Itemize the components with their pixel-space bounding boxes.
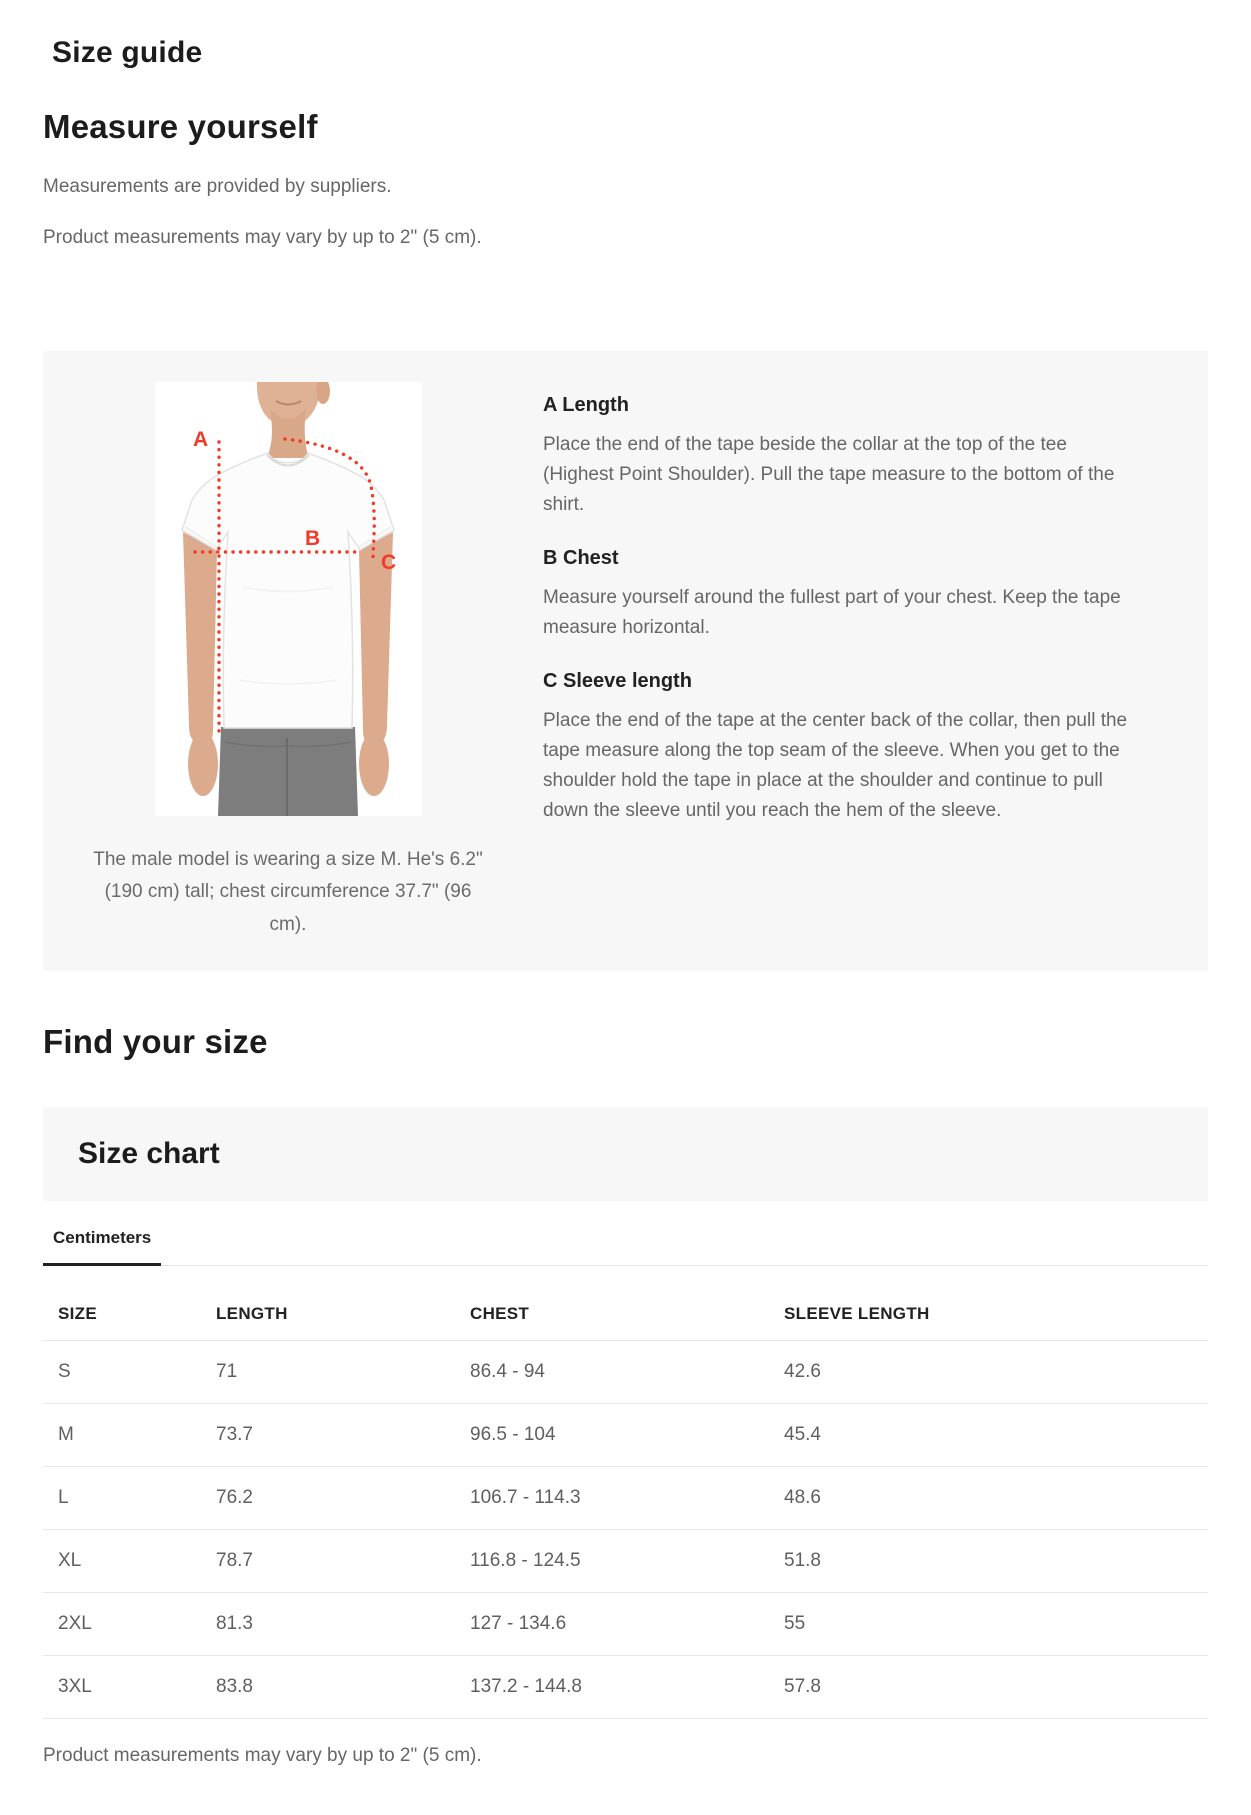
table-cell: 78.7 <box>216 1550 253 1572</box>
table-cell: 83.8 <box>216 1676 253 1698</box>
col-header-sleeve-length: SLEEVE LENGTH <box>784 1304 930 1324</box>
label-c: C <box>380 551 396 575</box>
chest-description: Measure yourself around the fullest part of your chest. Keep the tape measure horizontal. <box>543 587 1121 639</box>
table-cell: 57.8 <box>784 1676 821 1698</box>
label-a: A <box>192 428 208 452</box>
table-cell: 55 <box>784 1613 806 1635</box>
table-cell: 71 <box>216 1361 238 1383</box>
model-measurement-photo <box>155 382 422 816</box>
table-cell: M <box>58 1424 74 1446</box>
table-row <box>43 1404 1208 1467</box>
model-caption: The male model is wearing a size M. He's 6.2" (190 cm) tall; chest circumference 37.7" (96 cm). <box>93 849 483 935</box>
measurement-guide-card <box>43 351 1208 971</box>
chest-heading: B Chest <box>543 547 619 570</box>
suppliers-note: Measurements are provided by suppliers. <box>43 176 392 197</box>
sleeve-heading: C Sleeve length <box>543 670 692 693</box>
table-cell: 127 - 134.6 <box>470 1613 567 1635</box>
model-photo-column <box>88 382 488 941</box>
size-chart-header-band <box>43 1107 1208 1201</box>
table-row <box>43 1341 1208 1404</box>
measurement-instructions <box>488 382 1163 941</box>
size-chart-heading: Size chart <box>78 1137 220 1171</box>
table-row <box>43 1593 1208 1656</box>
col-header-size: SIZE <box>58 1304 97 1324</box>
page-title: Size guide <box>52 36 203 69</box>
table-row <box>43 1467 1208 1530</box>
table-header-row <box>43 1274 1208 1341</box>
table-cell: 45.4 <box>784 1424 821 1446</box>
table-cell: 3XL <box>58 1676 92 1698</box>
length-description: Place the end of the tape beside the collar at the top of the tee (Highest Point Shoulder). Pull the tape measure to the bottom of the shirt. <box>543 434 1115 516</box>
variance-note: Product measurements may vary by up to 2" (5 cm). <box>43 226 482 248</box>
sleeve-description: Place the end of the tape at the center back of the collar, then pull the tape measure along the top seam of the sleeve. When you get to the shoulder hold the tape in place at the shoulder and continue to pull down the sleeve until you reach the hem of the sleeve. <box>543 710 1128 822</box>
label-b: B <box>304 527 320 551</box>
table-cell: 51.8 <box>784 1550 821 1572</box>
table-row <box>43 1530 1208 1593</box>
table-cell: 137.2 - 144.8 <box>470 1676 582 1698</box>
col-header-chest: CHEST <box>470 1304 530 1324</box>
unit-tabs <box>43 1222 1208 1266</box>
table-cell: S <box>58 1361 71 1383</box>
col-header-length: LENGTH <box>216 1304 288 1324</box>
table-cell: 42.6 <box>784 1361 821 1383</box>
table-cell: 116.8 - 124.5 <box>470 1550 581 1572</box>
measure-yourself-heading: Measure yourself <box>43 108 318 145</box>
table-cell: 106.7 - 114.3 <box>470 1487 581 1509</box>
table-cell: 96.5 - 104 <box>470 1424 556 1446</box>
table-cell: 81.3 <box>216 1613 253 1635</box>
find-your-size-heading: Find your size <box>43 1023 268 1061</box>
table-row <box>43 1656 1208 1719</box>
table-cell: 86.4 - 94 <box>470 1361 545 1383</box>
table-cell: 73.7 <box>216 1424 253 1446</box>
table-cell: L <box>58 1487 69 1509</box>
table-cell: 2XL <box>58 1613 92 1635</box>
tab-centimeters[interactable]: Centimeters <box>43 1222 161 1266</box>
length-heading: A Length <box>543 394 629 417</box>
size-chart-table <box>43 1274 1208 1719</box>
table-cell: 48.6 <box>784 1487 821 1509</box>
table-cell: 76.2 <box>216 1487 253 1509</box>
table-cell: XL <box>58 1550 82 1572</box>
table-footnote: Product measurements may vary by up to 2" (5 cm). <box>43 1745 482 1767</box>
